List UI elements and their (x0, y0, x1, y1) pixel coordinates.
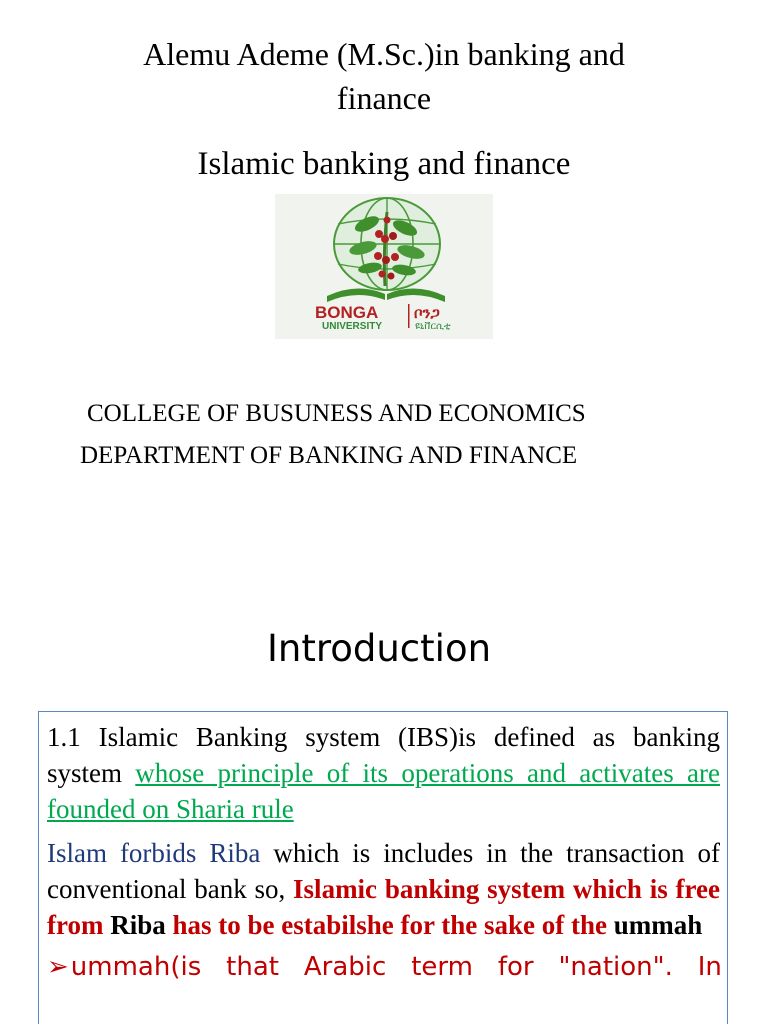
bullet-word: term (411, 952, 473, 982)
bullet-word: "nation". (558, 952, 673, 982)
arrow-bullet-icon: ➢ (47, 952, 69, 982)
author-line-1: Alemu Ademe (M.Sc.)in banking and (143, 36, 625, 72)
college-block (80, 393, 720, 477)
definition-lead: 1.1 Islamic Banking system (IBS)is defined as banking system (47, 722, 720, 788)
ibs-emphasis-2: has to be estabilshe for the sake of the (165, 910, 614, 940)
riba-context: which is includes in the transaction of conventional bank so, (47, 838, 720, 904)
ummah-term: ummah (613, 910, 703, 940)
globe-icon (334, 198, 440, 290)
riba-paragraph (47, 835, 720, 943)
logo-sub-en: UNIVERSITY (322, 321, 383, 332)
course-title: Islamic banking and finance (197, 146, 571, 182)
author-heading (60, 32, 708, 120)
logo-name-am: ቦንጋ (414, 304, 440, 322)
ummah-bullet (47, 949, 722, 985)
department-name: DEPARTMENT OF BANKING AND FINANCE (80, 442, 578, 469)
university-logo (275, 194, 493, 339)
definition-paragraph (47, 719, 720, 827)
bullet-word: Arabic (303, 952, 387, 982)
logo-sub-am: ዩኒቨርሲቲ (415, 321, 451, 332)
bullet-word: In (697, 952, 722, 982)
riba-statement: Islam forbids Riba (47, 838, 261, 868)
ibs-emphasis-1: Islamic banking system which is free from (47, 874, 720, 940)
sharia-rule-link[interactable]: whose principle of its operations and activates are founded on Sharia rule (47, 758, 720, 824)
bullet-word: that (226, 952, 279, 982)
author-line-2: finance (336, 80, 432, 116)
bullet-first-word: ➢ummah(is (47, 952, 202, 982)
bullet-word: for (497, 952, 534, 982)
college-name: COLLEGE OF BUSUNESS AND ECONOMICS (87, 400, 586, 427)
section-title: Introduction (266, 627, 492, 670)
riba-term: Riba (110, 910, 166, 940)
university-logo-graphic (275, 194, 493, 339)
logo-name-en: BONGA (315, 303, 379, 322)
content-box (38, 711, 728, 1024)
